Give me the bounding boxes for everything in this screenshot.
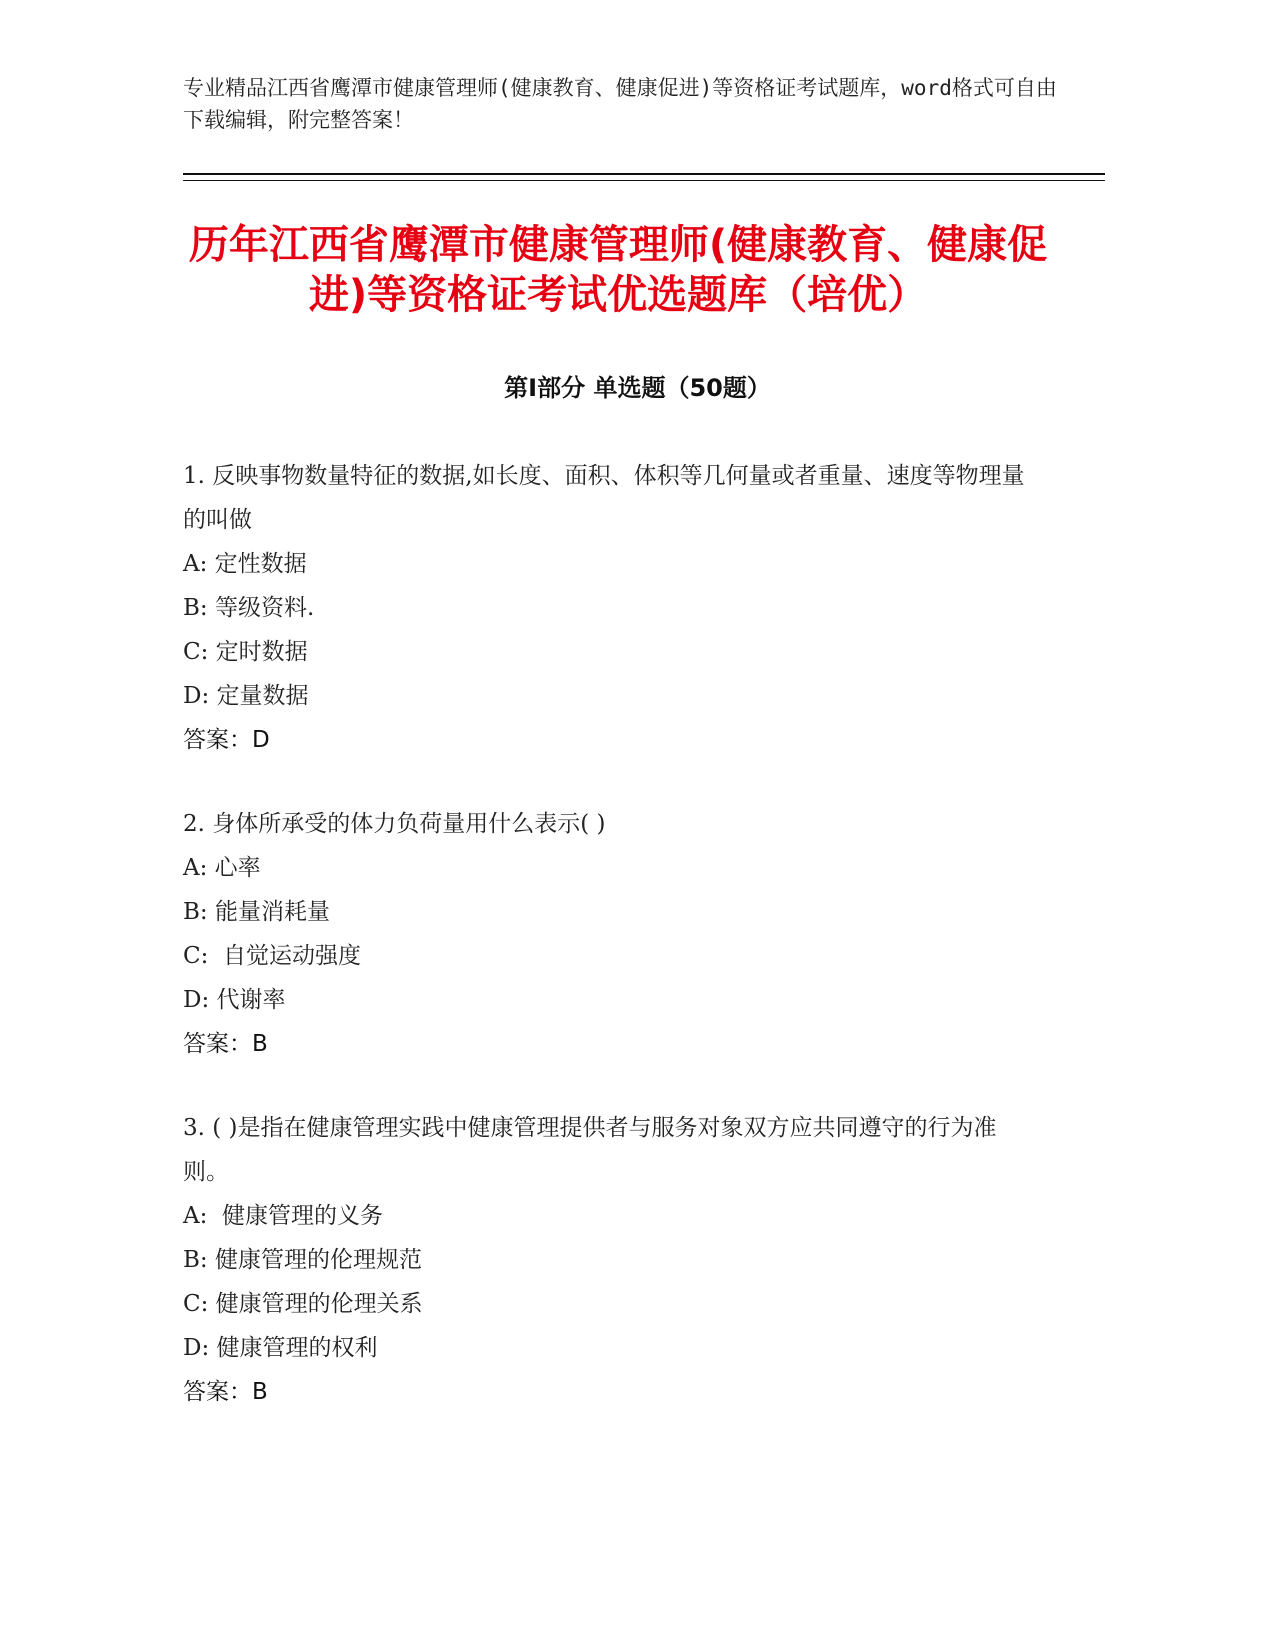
option-d: D: 代谢率 [183, 987, 286, 1013]
question-block [183, 1106, 1033, 1414]
question-block [183, 454, 1033, 762]
answer: 答案：B [183, 1379, 268, 1405]
option-a: A: 健康管理的义务 [183, 1203, 383, 1229]
option-b: B: 等级资料. [183, 595, 315, 621]
document-title: 历年江西省鹰潭市健康管理师(健康教育、健康促进)等资格证考试优选题库（培优） [188, 222, 1048, 318]
option-d: D: 定量数据 [183, 683, 309, 709]
option-a: A: 定性数据 [183, 551, 307, 577]
question-block [183, 802, 1033, 1066]
option-b: B: 能量消耗量 [183, 899, 330, 925]
option-c: C: 自觉运动强度 [183, 943, 361, 969]
option-c: C: 健康管理的伦理关系 [183, 1291, 423, 1317]
option-d: D: 健康管理的权利 [183, 1335, 378, 1361]
option-c: C: 定时数据 [183, 639, 308, 665]
answer: 答案：B [183, 1031, 268, 1057]
header-note: 专业精品江西省鹰潭市健康管理师(健康教育、健康促进)等资格证考试题库，word格式可自由下载编辑，附完整答案！ [183, 76, 1057, 132]
question-stem: 1. 反映事物数量特征的数据,如长度、面积、体积等几何量或者重量、速度等物理量的叫做 [183, 463, 1025, 533]
header-divider-thin [183, 180, 1105, 181]
section-title: 第Ⅰ部分 单选题（50题） [504, 374, 771, 402]
answer: 答案：D [183, 727, 270, 753]
header-divider [183, 173, 1105, 175]
question-stem: 3. ( )是指在健康管理实践中健康管理提供者与服务对象双方应共同遵守的行为准则。 [183, 1115, 997, 1185]
option-b: B: 健康管理的伦理规范 [183, 1247, 422, 1273]
option-a: A: 心率 [183, 855, 261, 881]
question-stem: 2. 身体所承受的体力负荷量用什么表示( ) [183, 811, 606, 837]
